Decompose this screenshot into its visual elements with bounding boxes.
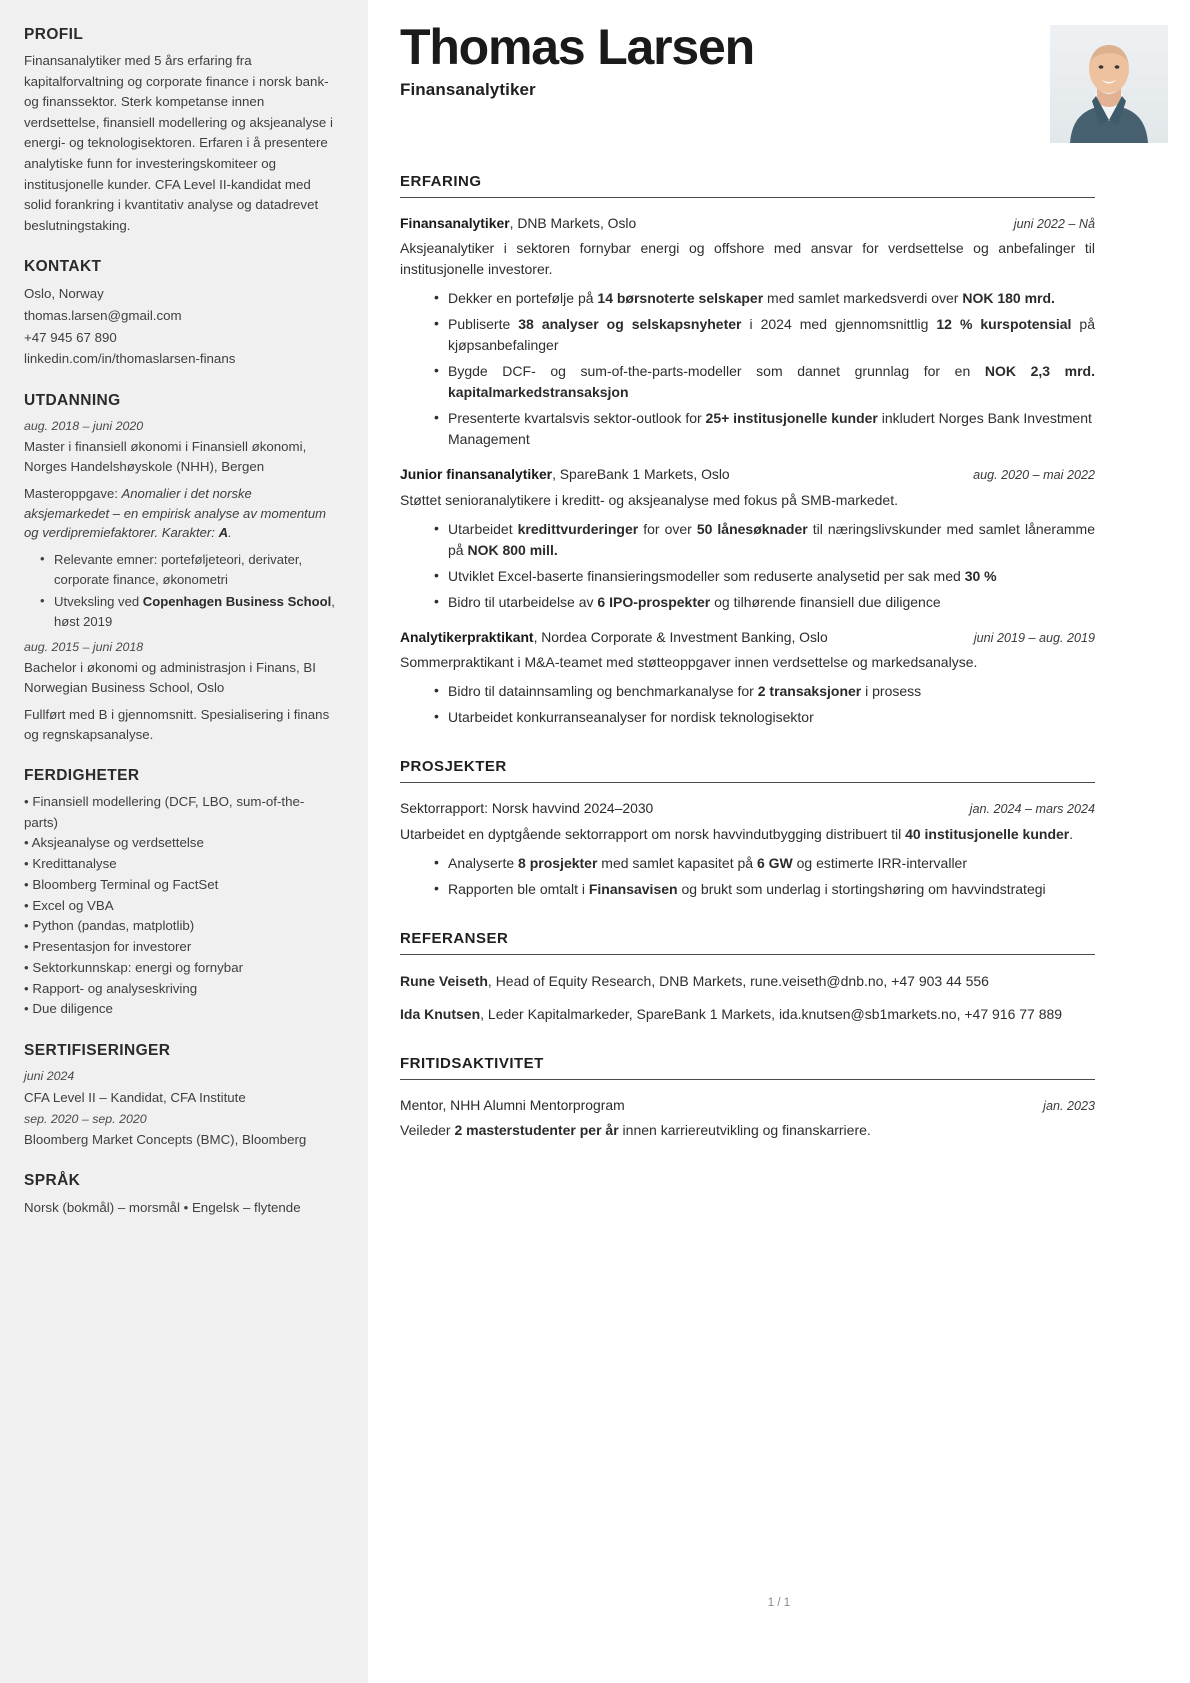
certification-date: juni 2024 [24,1069,75,1084]
list-item [40,592,338,631]
entry-role: Analytikerpraktikant [400,628,534,645]
skills-section [24,767,338,1020]
contact-location: Oslo, Norway [24,286,104,302]
bullet-post: , høst 2019 [54,594,335,629]
bullet-text: Presenterte kvartalsvis sektor-outlook for [448,410,706,427]
page-indicator: 1 / 1 [767,1597,791,1609]
bullet-bold: 6 GW [756,854,793,871]
leisure-title: Mentor, NHH Alumni Mentorprogram [400,1096,625,1113]
bullet-bold: NOK 2,3 mrd. kapitalmarkedstransaksjon [448,363,1095,401]
entry-company: , SpareBank 1 Markets, Oslo [552,466,730,483]
project-description [400,824,1095,845]
bullet-bold: 38 analyser og selskapsnyheter [518,316,742,333]
education-title: Master i finansiell økonomi i Finansiell økonomi, Norges Handelshøyskole (NHH), Bergen [24,439,307,475]
experience-entry [400,628,1095,728]
bullet-text: på kjøpsanbefalinger [448,316,1095,354]
desc-bold: 2 masterstudenter per år [454,1122,619,1139]
bullet-text: med samlet markedsverdi over [763,290,963,307]
list-item: • Excel og VBA [24,896,338,917]
thesis-label: Masteroppgave: [24,486,122,502]
project-entry [400,799,1095,899]
entry-company: , DNB Markets, Oslo [509,215,637,231]
bullet-bold: NOK 180 mrd. [962,290,1055,307]
bullet-text: og brukt som underlag i stortingshøring om havvindstrategi [677,880,1046,897]
job-title: Finansanalytiker [400,80,536,99]
profile-heading: PROFIL [24,26,84,43]
contact-linkedin[interactable]: linkedin.com/in/thomaslarsen-finans [24,351,236,367]
entry-description: Sommerpraktikant i M&A-teamet med støtteoppgaver innen verdsettelse og markedsanalyse. [400,654,978,671]
bullet-text: for over [638,520,697,537]
certifications-heading: SERTIFISERINGER [24,1042,171,1060]
entry-header [400,465,1095,484]
bullet-bold: Copenhagen Business School [142,594,332,610]
bullet-text: Dekker en portefølje på [448,290,598,307]
languages-text: Norsk (bokmål) – morsmål • Engelsk – flytende [24,1200,301,1216]
bullet-bold: 50 lånesøknader [696,520,808,537]
list-item [434,361,1095,403]
desc-text: Veileder [400,1122,455,1139]
entry-header [400,628,1095,647]
bullet-bold: Finansavisen [588,880,678,897]
entry-date: juni 2022 – Nå [1013,217,1095,231]
contact-phone[interactable]: +47 945 67 890 [24,329,117,345]
bullet-text: med samlet kapasitet på [597,854,757,871]
list-item: • Due diligence [24,999,338,1020]
bullet-text: Publiserte [448,316,519,333]
education-heading: UTDANNING [24,391,121,409]
entry-title [400,214,636,233]
bullet-text: Rapporten ble omtalt i [448,880,589,897]
project-bullets [400,853,1095,900]
entry-title [400,465,730,484]
bullet-pre: Utveksling ved [54,594,143,610]
bullet-bold: 12 % kurspotensial [936,316,1072,333]
list-item [434,681,1095,702]
bullet-text: Utviklet Excel-baserte finansieringsmodeller som reduserte analysetid per sak med [448,567,965,584]
leisure-date: jan. 2023 [1043,1098,1095,1113]
bullet-text: Bidro til datainnsamling og benchmarkanalyse for [448,683,758,700]
section-heading-experience: ERFARING [400,173,482,190]
entry-bullets [400,519,1095,613]
certification-title: CFA Level II – Kandidat, CFA Institute [24,1089,246,1105]
education-desc: Fullført med B i gjennomsnitt. Spesialisering i finans og regnskapsanalyse. [24,707,330,742]
list-item: • Kredittanalyse [24,854,338,875]
list-item: • Presentasjon for investorer [24,937,338,958]
entry-date: juni 2019 – aug. 2019 [973,630,1095,645]
divider [400,1079,1095,1080]
page-title: Thomas Larsen [400,19,754,75]
bullet-text: Bidro til utarbeidelse av [448,593,598,610]
grade-label: Karakter: [158,525,219,541]
list-item [434,879,1095,900]
list-item: • Rapport- og analyseskriving [24,979,338,1000]
bullet-bold: 6 IPO-prospekter [597,593,711,610]
entry-header [400,799,1095,818]
list-item [434,853,1095,874]
certification-title: Bloomberg Market Concepts (BMC), Bloomberg [24,1132,307,1148]
project-date: jan. 2024 – mars 2024 [969,802,1095,817]
education-thesis [24,484,338,543]
bullet-bold: kredittvurderinger [517,520,639,537]
section-heading-leisure: FRITIDSAKTIVITET [400,1054,544,1072]
desc-bold: 40 institusjonelle kunder [905,825,1070,842]
list-item: • Bloomberg Terminal og FactSet [24,875,338,896]
list-item [434,408,1095,450]
list-item: • Aksjeanalyse og verdsettelse [24,833,338,854]
sidebar [0,0,368,1683]
bullet-text: inkludert Norges Bank Investment Management [448,410,1092,448]
leisure-entry [400,1096,1095,1141]
education-item [24,638,338,745]
entry-role: Finansanalytiker [400,215,510,231]
desc-text: innen karriereutvikling og finanskarriere. [618,1122,871,1139]
bullet-text: Bygde DCF- og sum-of-the-parts-modeller som dannet grunnlag for en [448,363,985,380]
entry-title [400,628,828,647]
grade-end: . [228,525,232,541]
bullet-text: Utarbeidet konkurranseanalyser for nordisk teknologisektor [448,709,814,726]
education-bullets [40,550,338,632]
list-item: • Finansiell modellering (DCF, LBO, sum-of-the-parts) [24,792,338,833]
bullet-text: til næringslivskunder med samlet låneramme på [448,520,1095,558]
bullet-text: Analyserte [448,854,519,871]
experience-entry [400,465,1095,612]
entry-description: Aksjeanalytiker i sektoren fornybar energi og offshore med ansvar for verdsettelse og anbefalinger til institusjonelle investorer. [400,240,1095,278]
entry-bullets [400,681,1095,728]
list-item: • Relevante emner: porteføljeteori, derivater, corporate finance, økonometri [40,550,338,589]
header-text [400,19,754,100]
reference-details: , Head of Equity Research, DNB Markets, rune.veiseth@dnb.no, +47 903 44 556 [487,972,989,989]
bullet-bold: 8 prosjekter [518,854,598,871]
desc-text: . [1069,825,1074,842]
grade-value: A [218,525,229,541]
list-item: • Sektorkunnskap: energi og fornybar [24,958,338,979]
bullet-text: og tilhørende finansiell due diligence [710,593,941,610]
thesis-title: Anomalier i det norske aksjemarkedet – en empirisk analyse av momentum og verdipremiefaktorer. [24,486,327,541]
list-item: • Python (pandas, matplotlib) [24,916,338,937]
leisure-description [400,1120,1095,1141]
list-item [434,566,1095,587]
bullet-text: og estimerte IRR-intervaller [792,854,968,871]
education-section [24,392,338,745]
education-date: aug. 2018 – juni 2020 [24,418,144,433]
list-item [434,592,1095,613]
entry-header [400,214,1095,233]
profile-section [24,26,338,236]
contact-heading: KONTAKT [24,258,102,276]
education-date: aug. 2015 – juni 2018 [24,639,144,654]
certification-date: sep. 2020 – sep. 2020 [24,1111,147,1126]
divider [400,782,1095,783]
languages-heading: SPRÅK [24,1172,81,1190]
languages-section [24,1172,338,1219]
main-content [368,0,1190,1683]
bullet-bold: NOK 800 mill. [467,541,558,558]
bullet-text: i prosess [861,683,922,700]
contact-section [24,258,338,369]
reference-name: Rune Veiseth [400,972,488,989]
avatar [1050,25,1168,143]
certifications-section [24,1042,338,1150]
section-heading-projects: PROSJEKTER [400,758,507,776]
entry-date: aug. 2020 – mai 2022 [973,468,1095,483]
reference-item [400,971,1095,992]
entry-bullets [400,288,1095,450]
entry-header [400,1096,1095,1115]
bullet-text: Utarbeidet [448,520,518,537]
list-item [434,288,1095,309]
education-title: Bachelor i økonomi og administrasjon i Finans, BI Norwegian Business School, Oslo [24,660,316,696]
contact-email[interactable]: thomas.larsen@gmail.com [24,308,182,324]
divider [400,954,1095,955]
reference-name: Ida Knutsen [400,1005,481,1022]
bullet-bold: 2 transaksjoner [757,683,862,700]
experience-entry [400,214,1095,450]
list-item [434,314,1095,356]
entry-description: Støttet senioranalytikere i kreditt- og aksjeanalyse med fokus på SMB-markedet. [400,491,898,508]
profile-text: Finansanalytiker med 5 års erfaring fra kapitalforvaltning og corporate finance i norsk bank- og finanssektor. Sterk kompetanse innen verdsettelse, finansiell modellering og aksjeanalyse i energi- og teknologisektoren. Erfaren i å presentere analytiske funn for investeringskomiteer og institusjonelle kunder. CFA Level II-kandidat med solid forankring i kvantitativ analyse og datadrevet beslutningstaking. [24,53,333,233]
cv-header [400,19,1095,143]
education-item [24,417,338,632]
portrait-photo-icon [1050,25,1168,143]
reference-item [400,1004,1095,1025]
desc-text: Utarbeidet en dyptgående sektorrapport om norsk havvindutbygging distribuert til [400,825,906,842]
list-item [434,707,1095,728]
project-title: Sektorrapport: Norsk havvind 2024–2030 [400,800,654,817]
bullet-bold: 14 børsnoterte selskaper [597,290,764,307]
divider [400,197,1095,198]
bullet-bold: 25+ institusjonelle kunder [705,410,878,427]
skills-heading: FERDIGHETER [24,766,140,784]
reference-details: , Leder Kapitalmarkeder, SpareBank 1 Markets, ida.knutsen@sb1markets.no, +47 916 77 889 [480,1005,1063,1022]
entry-company: , Nordea Corporate & Investment Banking, Oslo [533,628,828,645]
list-item [434,519,1095,561]
bullet-bold: 30 % [964,567,997,584]
bullet-text: i 2024 med gjennomsnittlig [741,316,937,333]
section-heading-references: REFERANSER [400,929,509,947]
entry-role: Junior finansanalytiker [400,466,553,483]
